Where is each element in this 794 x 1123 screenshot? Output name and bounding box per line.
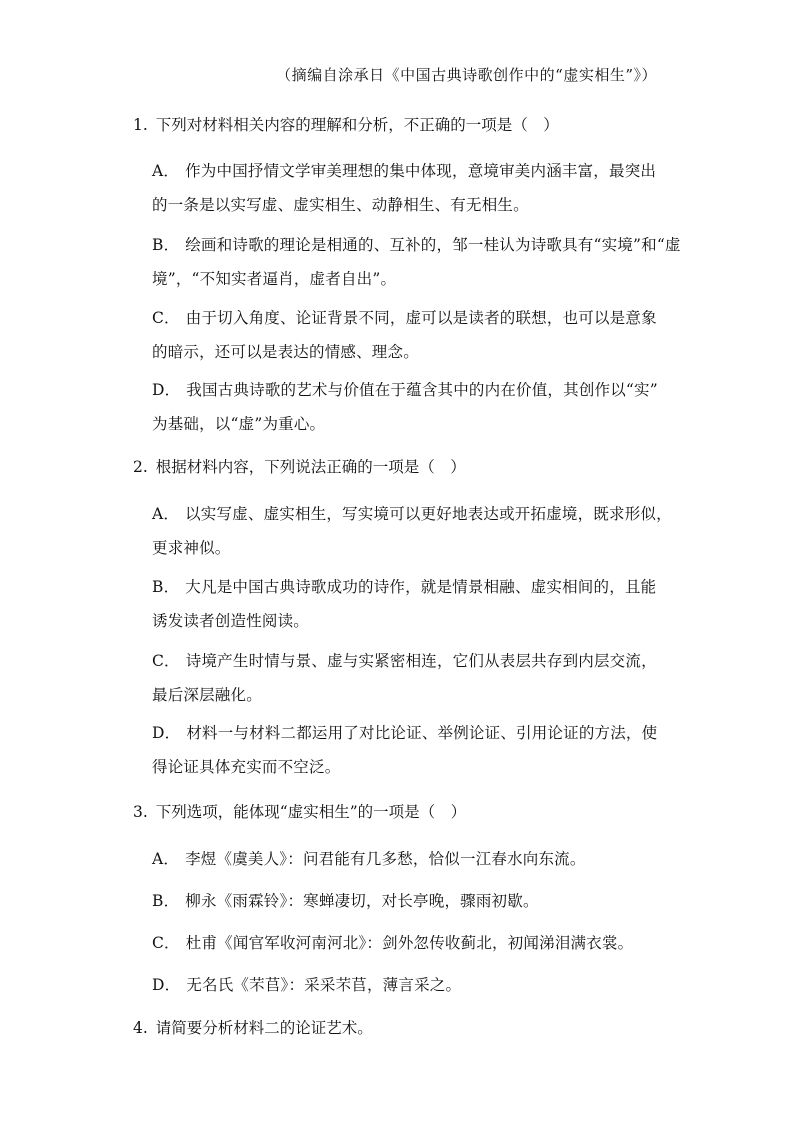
option-letter: A． (152, 162, 180, 180)
option-text-line: 由于切入角度、论证背景不同，虚可以是读者的联想，也可以是意象 (185, 309, 657, 327)
question-2-option-a (152, 497, 672, 565)
option-letter: D． (152, 381, 181, 399)
option-letter: B． (152, 892, 180, 910)
option-letter: D． (152, 724, 181, 742)
option-letter: C． (152, 934, 180, 952)
option-text-line: 杜甫《闻官军收河南河北》：剑外忽传收蓟北，初闻涕泪满衣裳。 (185, 934, 634, 952)
question-text: 下列选项，能体现“虚实相生”的一项是（ ） (155, 803, 467, 821)
option-text-line: 柳永《雨霖铃》：寒蝉凄切，对长亭晚，骤雨初歇。 (185, 892, 539, 910)
option-text-line: 大凡是中国古典诗歌成功的诗作，就是情景相融、虚实相间的，且能 (185, 578, 657, 596)
option-text-line: 的暗示，还可以是表达的情感、理念。 (152, 343, 419, 361)
question-3-stem (133, 799, 673, 825)
question-2-stem (133, 454, 673, 480)
question-number: 4. (133, 1019, 148, 1037)
option-text-line: 李煜《虞美人》：问君能有几多愁，恰似一江春水向东流。 (185, 850, 586, 868)
question-3-option-d (152, 968, 672, 1002)
option-text-line: 境”，“不知实者逼肖，虚者自出”。 (152, 270, 397, 288)
question-4-stem (133, 1015, 673, 1041)
question-2-option-d (152, 716, 672, 784)
option-letter: C． (152, 652, 180, 670)
question-1-stem (133, 112, 673, 138)
question-text: 下列对材料相关内容的理解和分析，不正确的一项是（ ） (155, 116, 559, 134)
question-2-option-c (152, 644, 672, 712)
question-3-option-b (152, 884, 672, 918)
option-text-line: 我国古典诗歌的艺术与价值在于蕴含其中的内在价值，其创作以“实” (186, 381, 658, 399)
option-letter: C． (152, 309, 180, 327)
option-letter: B． (152, 578, 180, 596)
option-text-line: 的一条是以实写虚、虚实相生、动静相生、有无相生。 (152, 196, 529, 214)
source-citation: （摘编自涂承日《中国古典诗歌创作中的“虚实相生”》） (276, 66, 657, 84)
option-text-line: 更求神似。 (152, 539, 231, 557)
question-number: 2. (133, 458, 148, 476)
question-text: 请简要分析材料二的论证艺术。 (155, 1019, 373, 1037)
question-number: 3. (133, 803, 148, 821)
question-2-option-b (152, 570, 672, 638)
option-text-line: 无名氏《芣苢》：采采芣苢，薄言采之。 (186, 976, 462, 994)
option-letter: D． (152, 976, 181, 994)
option-text-line: 诱发读者创造性阅读。 (152, 612, 310, 630)
question-1-option-d (152, 373, 672, 441)
question-3-option-a (152, 842, 672, 876)
option-text-line: 得论证具体充实而不空泛。 (152, 758, 341, 776)
question-1-option-a (152, 154, 672, 222)
question-1-option-c (152, 301, 672, 369)
option-text-line: 绘画和诗歌的理论是相通的、互补的，邹一桂认为诗歌具有“实境”和“虚 (185, 236, 681, 254)
option-text-line: 为基础，以“虚”为重心。 (152, 415, 326, 433)
question-3-option-c (152, 926, 672, 960)
question-number: 1. (133, 116, 148, 134)
option-letter: A． (152, 505, 180, 523)
option-letter: B． (152, 236, 180, 254)
option-text-line: 作为中国抒情文学审美理想的集中体现，意境审美内涵丰富，最突出 (185, 162, 657, 180)
option-text-line: 诗境产生时情与景、虚与实紧密相连，它们从表层共存到内层交流， (185, 652, 657, 670)
question-text: 根据材料内容，下列说法正确的一项是（ ） (155, 458, 466, 476)
question-1-option-b (152, 228, 681, 296)
option-text-line: 最后深层融化。 (152, 686, 262, 704)
option-text-line: 以实写虚、虚实相生，写实境可以更好地表达或开拓虚境，既求形似， (185, 505, 672, 523)
option-letter: A． (152, 850, 180, 868)
option-text-line: 材料一与材料二都运用了对比论证、举例论证、引用论证的方法，使 (186, 724, 658, 742)
